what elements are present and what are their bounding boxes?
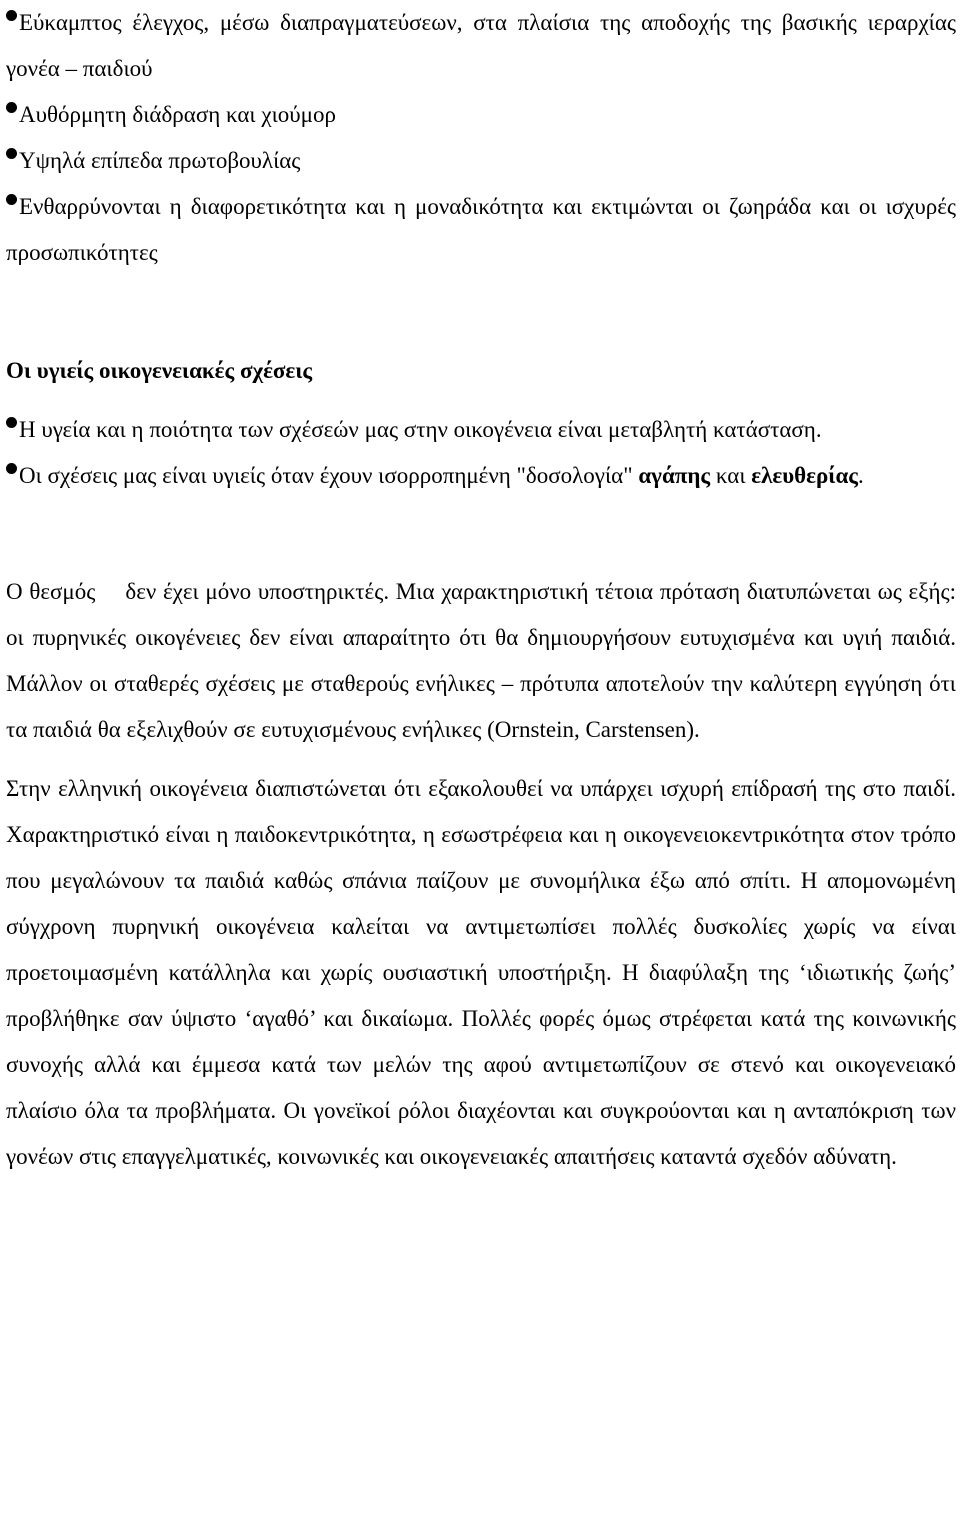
section-heading: Οι υγιείς οικογενειακές σχέσεις [6, 358, 313, 383]
bullet-text: Εύκαμπτος έλεγχος, μέσω διαπραγματεύσεων, στα πλαίσια της αποδοχής της βασικής ιεραρχίας γονέα – παιδιού [6, 10, 956, 81]
bullet-icon [6, 102, 17, 113]
bullet-text-after: . [857, 463, 864, 488]
paragraph-lead: Ο θεσμός [6, 579, 96, 604]
bullet-item-health [6, 407, 956, 453]
paragraph-greek-family: Στην ελληνική οικογένεια διαπιστώνεται ότι εξακολουθεί να υπάρχει ισχυρή επίδρασή της στο παιδί. Χαρακτηριστικό είναι η παιδοκεντρικότητα, η εσωστρέφεια και η οικογενειοκεντρικότητα στον τρόπο που μεγαλώνουν τα παιδιά καθώς σπάνια παίζουν με συνομήλικα έξω από σπίτι. Η απομονωμένη σύγχρονη πυρηνική οικογένεια καλείται να αντιμετωπίσει πολλές δυσκολίες χωρίς να είναι προετοιμασμένη κατάλληλα και χωρίς ουσιαστική υποστήριξη. Η διαφύλαξη της ‘ιδιωτικής ζωής’ προβλήθηκε σαν ύψιστο ‘αγαθό’ και δικαίωμα. Πολλές φορές όμως στρέφεται κατά της κοινωνικής συνοχής αλλά και έμμεσα κατά των μελών της αφού αντιμετωπίζουν σε στενό και οικογενειακό πλαίσιο όλα τα προβλήματα. Οι γονεϊκοί ρόλοι διαχέονται και συγκρούονται και η ανταπόκριση των γονέων στις επαγγελματικές, κοινωνικές και οικογενειακές απαιτήσεις καταντά σχεδόν αδύνατη. [6, 776, 956, 1169]
bullet-item-balance [6, 453, 956, 499]
bullet-text: Η υγεία και η ποιότητα των σχέσεών μας στην οικογένεια είναι μεταβλητή κατάσταση. [19, 417, 822, 442]
bullet-icon [6, 194, 17, 205]
bullet-icon [6, 417, 17, 428]
bullet-item-flexible-control [6, 0, 956, 92]
bullet-text: Υψηλά επίπεδα πρωτοβουλίας [19, 148, 301, 173]
bullet-item-diversity [6, 184, 956, 276]
bold-love: αγάπης [638, 463, 711, 488]
bullet-icon [6, 10, 17, 21]
bullet-item-initiative [6, 138, 956, 184]
bullet-icon [6, 148, 17, 159]
bullet-text-middle: και [710, 463, 752, 488]
paragraph-rest: δεν έχει μόνο υποστηρικτές. Μια χαρακτηριστική τέτοια πρόταση διατυπώνεται ως εξής: οι πυρηνικές οικογένειες δεν είναι απαραίτητο ότι θα δημιουργήσουν ευτυχισμένα και υγιή παιδιά. Μάλλον οι σταθερές σχέσεις με σταθερούς ενήλικες – πρότυπα αποτελούν την καλύτερη εγγύηση ότι τα παιδιά θα εξελιχθούν σε ευτυχισμένους ενήλικες (Ornstein, Carstensen). [6, 579, 956, 742]
bold-freedom: ελευθερίας [751, 463, 858, 488]
bullet-text-before: Οι σχέσεις μας είναι υγιείς όταν έχουν ισορροπημένη "δοσολογία" [19, 463, 639, 488]
bullet-item-spontaneous [6, 92, 956, 138]
paragraph-institution [6, 569, 956, 753]
document-page [6, 0, 956, 1180]
bullet-text: Αυθόρμητη διάδραση και χιούμορ [19, 102, 336, 127]
bullet-text: Ενθαρρύνονται η διαφορετικότητα και η μοναδικότητα και εκτιμώνται οι ζωηράδα και οι ισχυρές προσωπικότητες [6, 194, 956, 265]
bullet-icon [6, 463, 17, 474]
